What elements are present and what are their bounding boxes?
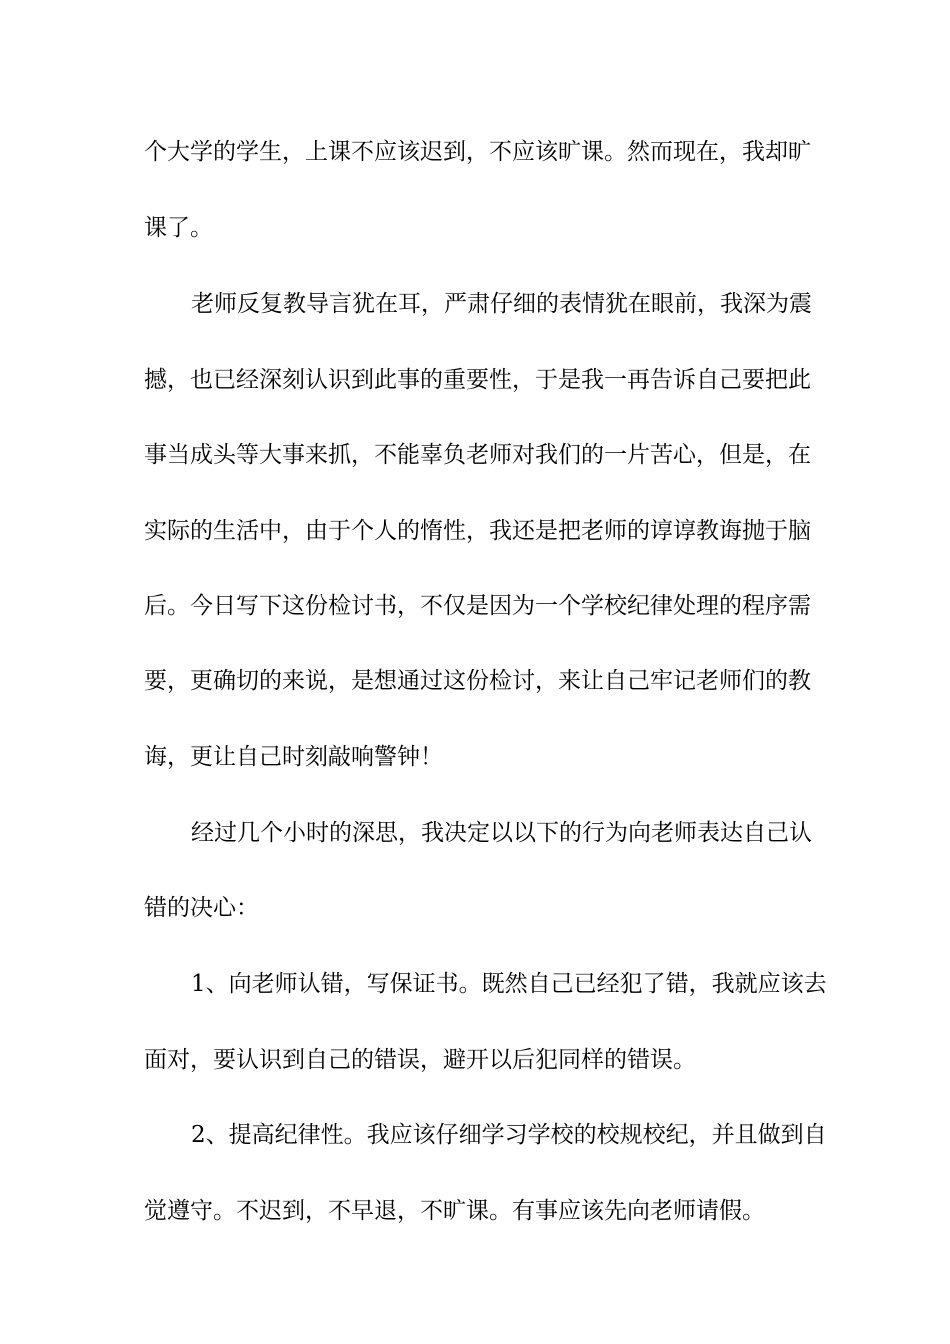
text-line: 面对，要认识到自己的错误，避开以后犯同样的错误。 (144, 1047, 696, 1073)
paragraph-first-line: 老师反复教导言犹在耳，严肃仔细的表情犹在眼前，我深为震 (191, 291, 812, 317)
paragraph-first-line: 经过几个小时的深思，我决定以以下的行为向老师表达自己认 (191, 820, 812, 846)
text-line: 后。今日写下这份检讨书，不仅是因为一个学校纪律处理的程序需 (144, 593, 811, 619)
text-line: 觉遵守。不迟到，不早退，不旷课。有事应该先向老师请假。 (144, 1198, 765, 1224)
text-line: 事当成头等大事来抓，不能辜负老师对我们的一片苦心，但是，在 (144, 442, 811, 468)
list-item-2: 2、提高纪律性。我应该仔细学习学校的校规校纪，并且做到自 (191, 1122, 827, 1148)
text-line: 诲，更让自己时刻敲响警钟！ (144, 744, 443, 770)
text-line: 错的决心： (144, 895, 259, 921)
text-line: 课了。 (144, 215, 213, 241)
text-line: 实际的生活中，由于个人的惰性，我还是把老师的谆谆教诲抛于脑 (144, 518, 811, 544)
text-line: 要，更确切的来说，是想通过这份检讨，来让自己牢记老师们的教 (144, 668, 811, 694)
text-line: 撼，也已经深刻认识到此事的重要性，于是我一再告诉自己要把此 (144, 367, 811, 393)
list-item-1: 1、向老师认错，写保证书。既然自己已经犯了错，我就应该去 (191, 971, 827, 997)
text-line: 个大学的学生，上课不应该迟到，不应该旷课。然而现在，我却旷 (144, 139, 811, 165)
